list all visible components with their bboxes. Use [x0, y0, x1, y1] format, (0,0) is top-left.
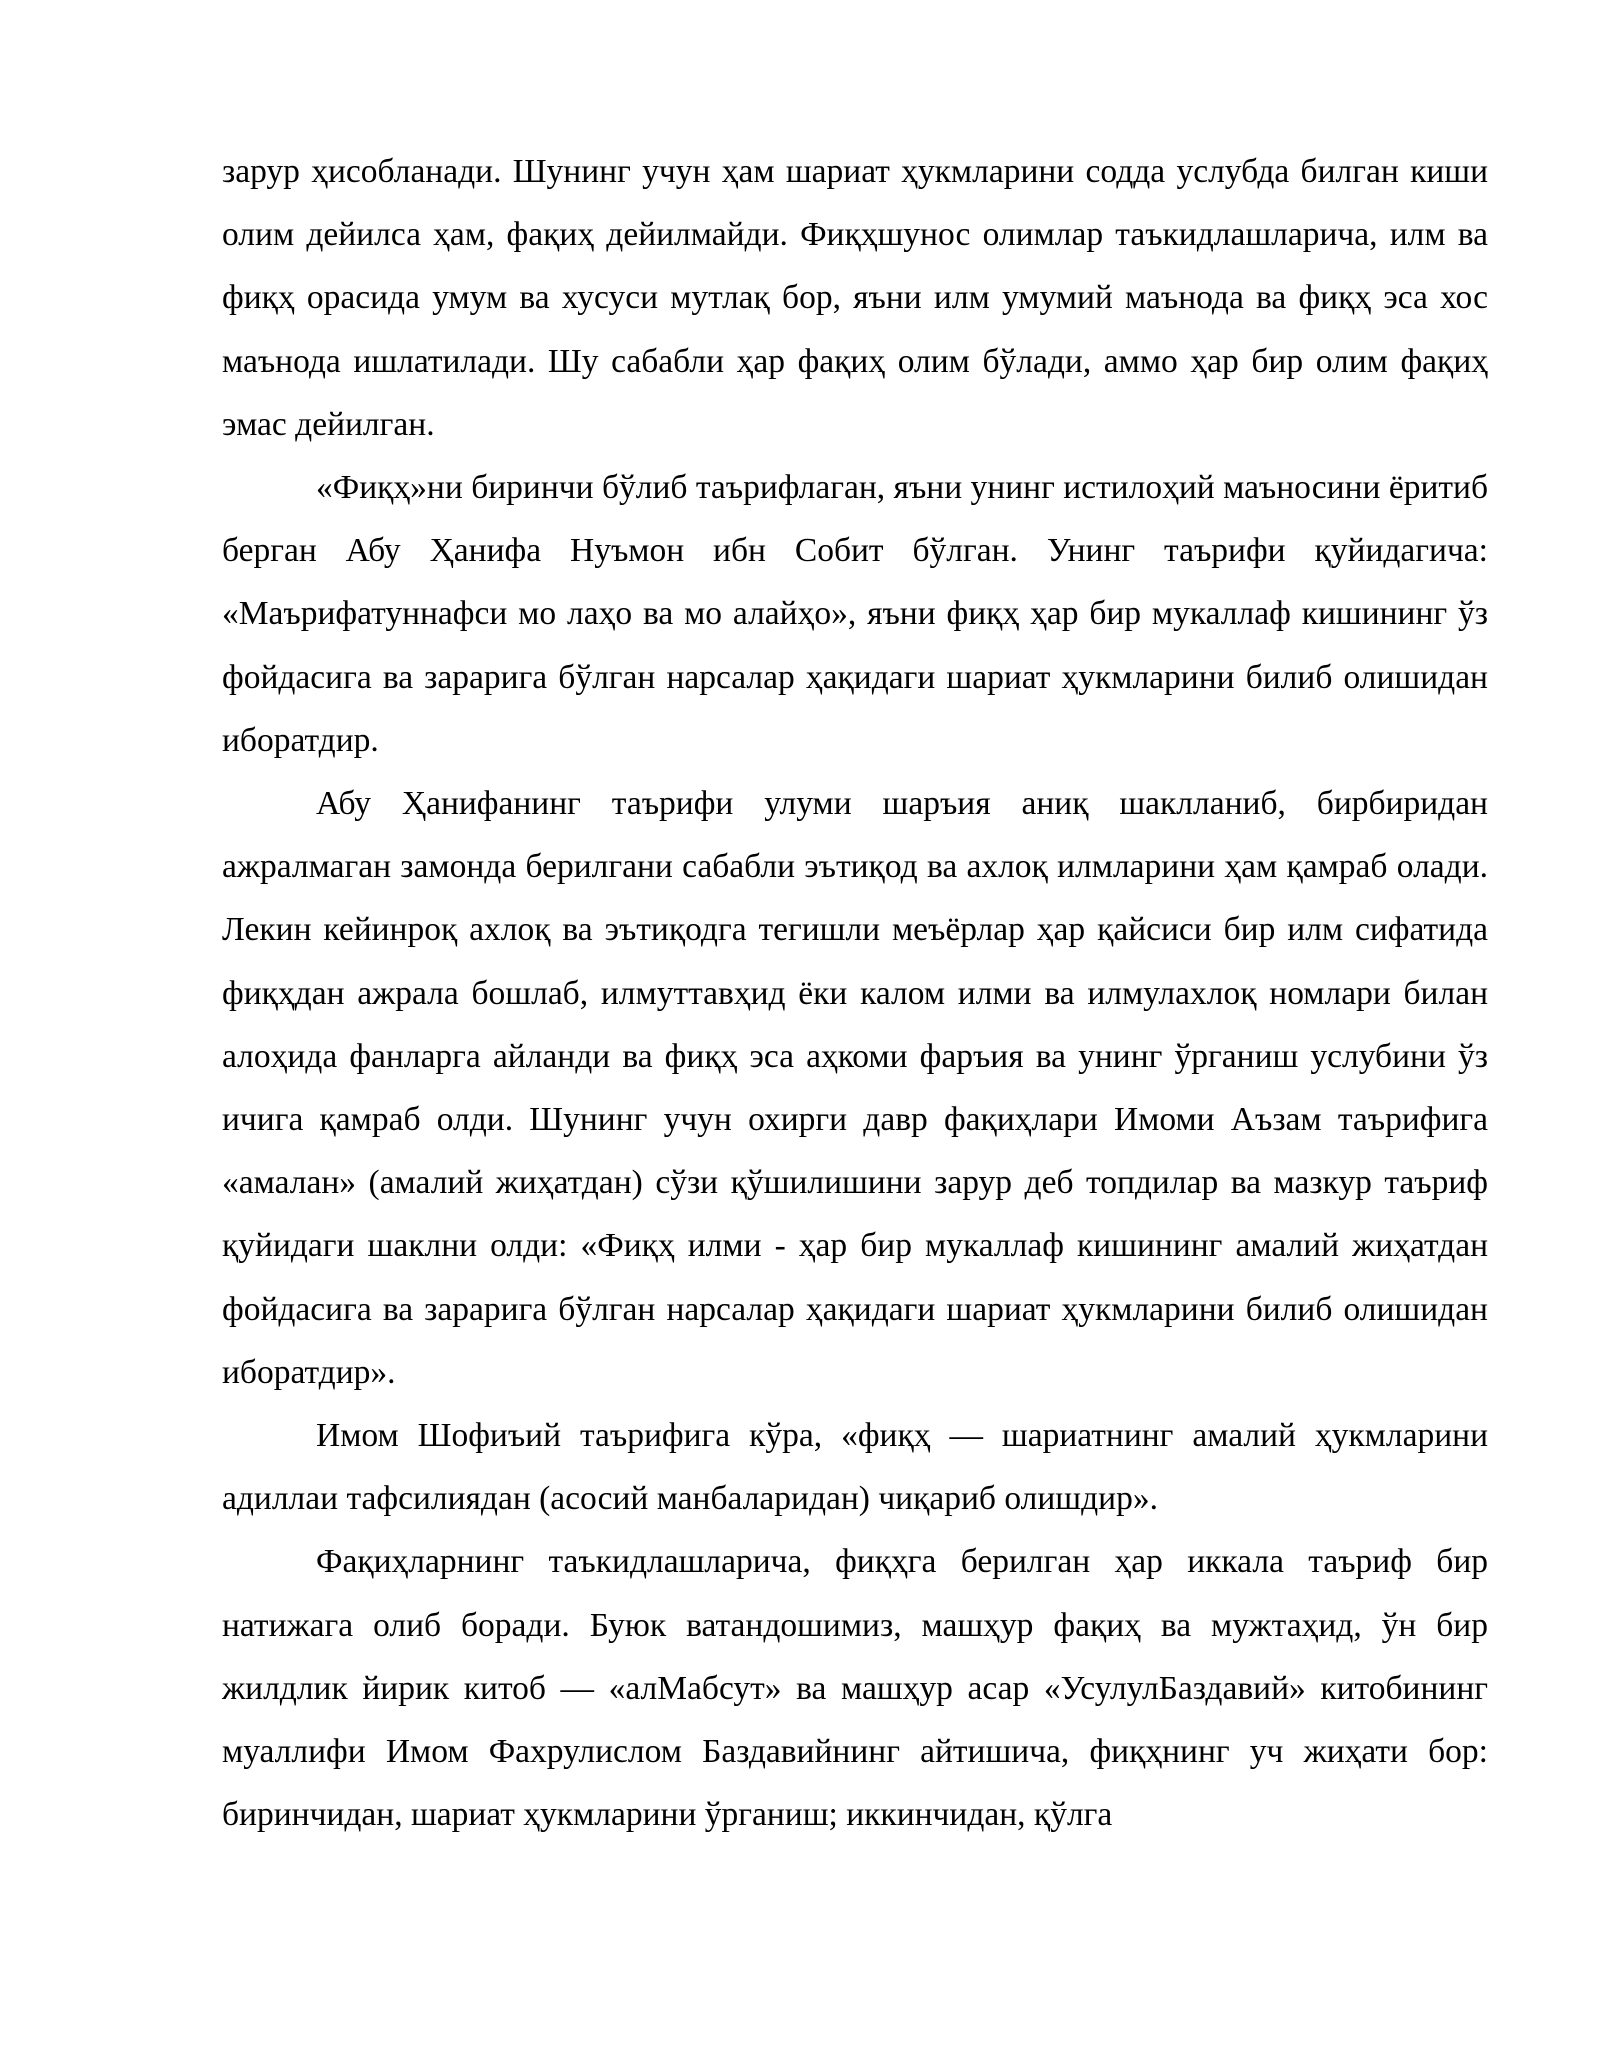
- paragraph-3: Абу Ҳанифанинг таърифи улуми шаръия аниқ шаклланиб, бирбиридан ажралмаган замонда берилгани сабабли эътиқод ва ахлоқ илмларини ҳам қамраб олади. Лекин кейинроқ ахлоқ ва эътиқодга тегишли меъёрлар ҳар қайсиси бир илм сифатида фиқҳдан ажрала бошлаб, илмуттавҳид ёки калом илми ва илмулахлоқ номлари билан алоҳида фанларга айланди ва фиқҳ эса аҳкоми фаръия ва унинг ўрганиш услубини ўз ичига қамраб олди. Шунинг учун охирги давр фақиҳлари Имоми Аъзам таърифига «амалан» (амалий жиҳатдан) сўзи қўшилишини зарур деб топдилар ва мазкур таъриф қуйидаги шаклни олди: «Фиқҳ илми - ҳар бир мукаллаф кишининг амалий жиҳатдан фойдасига ва зарарига бўлган нарсалар ҳақидаги шариат ҳукмларини билиб олишидан иборатдир».: [222, 785, 1488, 1391]
- paragraph-5: Фақиҳларнинг таъкидлашларича, фиқҳга берилган ҳар иккала таъриф бир натижага олиб боради. Буюк ватандошимиз, машҳур фақиҳ ва мужтаҳид, ўн бир жилдлик йирик китоб — «алМабсут» ва машҳур асар «УсулулБаздавий» китобининг муаллифи Имом Фахрулислом Баздавийнинг айтишича, фиқҳнинг уч жиҳати бор: биринчидан, шариат ҳукмларини ўрганиш; иккинчидан, қўлга: [222, 1543, 1488, 1834]
- document-text: [222, 140, 1488, 1846]
- paragraph-1: зарур ҳисобланади. Шунинг учун ҳам шариат ҳукмларини содда услубда билган киши олим дейилса ҳам, фақиҳ дейилмайди. Фиқҳшунос олимлар таъкидлашларича, илм ва фиқҳ орасида умум ва хусуси мутлақ бор, яъни илм умумий маънода ва фиқҳ эса хос маънода ишлатилади. Шу сабабли ҳар фақиҳ олим бўлади, аммо ҳар бир олим фақиҳ эмас дейилган.: [222, 153, 1488, 443]
- paragraph-4: Имом Шофиъий таърифига кўра, «фиқҳ — шариатнинг амалий ҳукмларини адиллаи тафсилиядан (асосий манбаларидан) чиқариб олишдир».: [222, 1417, 1488, 1518]
- paragraph-2: «Фиқҳ»ни биринчи бўлиб таърифлаган, яъни унинг истилоҳий маъносини ёритиб берган Абу Ҳанифа Нуъмон ибн Собит бўлган. Унинг таърифи қуйидагича: «Маърифатуннафси мо лаҳо ва мо алайҳо», яъни фиқҳ ҳар бир мукаллаф кишининг ўз фойдасига ва зарарига бўлган нарсалар ҳақидаги шариат ҳукмларини билиб олишидан иборатдир.: [222, 469, 1488, 759]
